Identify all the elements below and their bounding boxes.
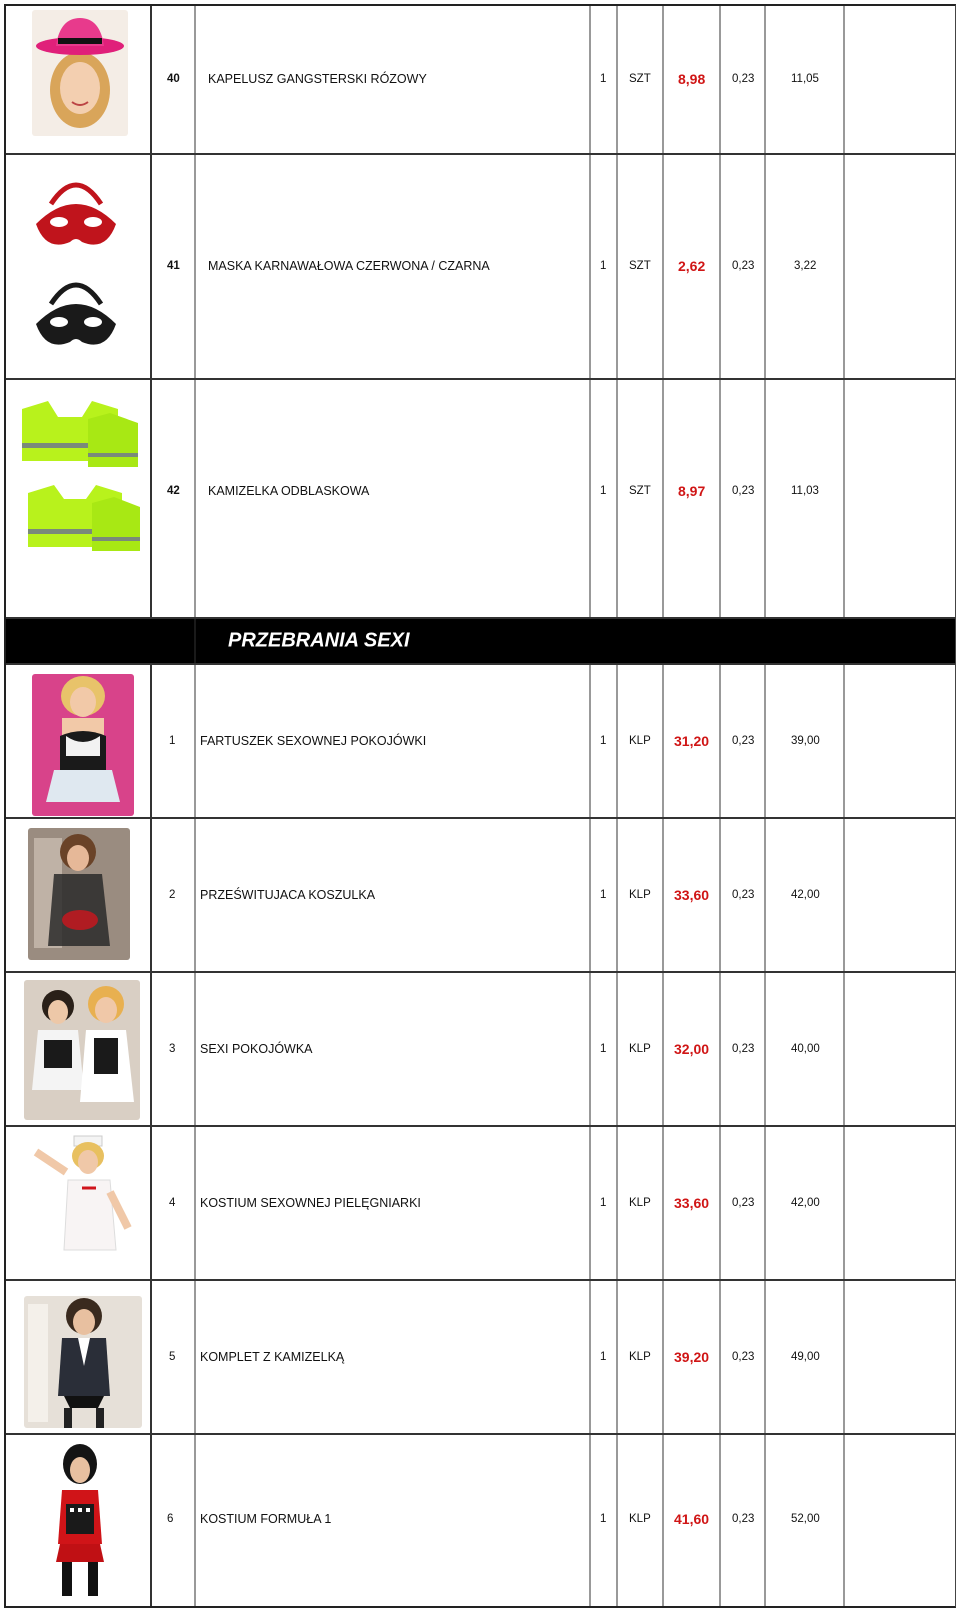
item-name: KOSTIUM FORMUŁA 1 (200, 1512, 332, 1526)
product-image (48, 1442, 112, 1598)
product-image (24, 1296, 142, 1428)
item-quantity: 1 (600, 260, 607, 272)
table-row (4, 1280, 956, 1434)
item-vat-rate: 0,23 (732, 1513, 755, 1525)
item-number: 41 (167, 260, 180, 272)
item-unit: KLP (629, 1351, 651, 1363)
item-number: 3 (169, 1043, 176, 1055)
item-net-price: 39,20 (674, 1349, 710, 1365)
table-row (4, 818, 956, 972)
table-row (4, 379, 956, 618)
item-name: KOSTIUM SEXOWNEJ PIELĘGNIARKI (200, 1196, 421, 1210)
section-header (4, 618, 956, 664)
item-gross-price: 3,22 (794, 260, 817, 272)
item-gross-price: 40,00 (791, 1043, 820, 1055)
item-unit: SZT (629, 485, 651, 497)
item-number: 2 (169, 889, 176, 901)
product-image (26, 1132, 134, 1262)
item-number: 42 (167, 485, 180, 497)
product-image (32, 674, 134, 816)
item-vat-rate: 0,23 (732, 73, 755, 85)
item-name: KAMIZELKA ODBLASKOWA (208, 484, 370, 498)
item-gross-price: 52,00 (791, 1513, 820, 1525)
reflective-vest-illustration (18, 395, 142, 565)
item-unit: KLP (629, 1197, 651, 1209)
item-quantity: 1 (600, 1513, 607, 1525)
item-number: 6 (167, 1513, 174, 1525)
item-name: MASKA KARNAWAŁOWA CZERWONA / CZARNA (208, 259, 490, 273)
item-quantity: 1 (600, 73, 607, 85)
item-unit: KLP (629, 1043, 651, 1055)
item-unit: KLP (629, 889, 651, 901)
item-unit: KLP (629, 735, 651, 747)
item-vat-rate: 0,23 (732, 889, 755, 901)
item-vat-rate: 0,23 (732, 1351, 755, 1363)
table-row (4, 972, 956, 1126)
item-quantity: 1 (600, 485, 607, 497)
item-gross-price: 39,00 (791, 735, 820, 747)
item-unit: SZT (629, 73, 651, 85)
table-row (4, 4, 956, 154)
product-image (28, 828, 130, 960)
item-number: 4 (169, 1197, 176, 1209)
item-name: FARTUSZEK SEXOWNEJ POKOJÓWKI (200, 734, 427, 748)
item-name: KAPELUSZ GANGSTERSKI RÓZOWY (208, 72, 427, 86)
product-image (32, 10, 128, 136)
item-number: 5 (169, 1351, 176, 1363)
sheer-nightie-illustration (28, 828, 130, 960)
item-vat-rate: 0,23 (732, 1043, 755, 1055)
item-number: 1 (169, 735, 176, 747)
product-image (26, 164, 126, 364)
product-image (18, 395, 142, 565)
item-gross-price: 42,00 (791, 1197, 820, 1209)
item-unit: KLP (629, 1513, 651, 1525)
product-image (24, 980, 140, 1120)
item-quantity: 1 (600, 1351, 607, 1363)
price-list-table (4, 4, 956, 1608)
formula-1-costume-illustration (48, 1442, 112, 1598)
item-quantity: 1 (600, 1197, 607, 1209)
table-row (4, 664, 956, 818)
item-net-price: 41,60 (674, 1511, 710, 1527)
nurse-costume-illustration (26, 1132, 134, 1262)
maid-costume-illustration (24, 980, 140, 1120)
item-net-price: 33,60 (674, 1195, 710, 1211)
item-gross-price: 11,03 (791, 485, 819, 497)
item-gross-price: 11,05 (791, 73, 819, 85)
item-net-price: 31,20 (674, 733, 710, 749)
item-vat-rate: 0,23 (732, 485, 755, 497)
item-number: 40 (167, 73, 180, 85)
item-gross-price: 42,00 (791, 889, 820, 901)
item-vat-rate: 0,23 (732, 1197, 755, 1209)
item-net-price: 8,97 (678, 483, 706, 499)
item-name: SEXI POKOJÓWKA (200, 1042, 313, 1056)
item-net-price: 33,60 (674, 887, 710, 903)
table-row (4, 1434, 956, 1608)
carnival-masks-illustration (26, 164, 126, 364)
item-net-price: 32,00 (674, 1041, 710, 1057)
table-row (4, 1126, 956, 1280)
item-net-price: 8,98 (678, 71, 706, 87)
item-vat-rate: 0,23 (732, 735, 755, 747)
maid-apron-illustration (32, 674, 134, 816)
table-row (4, 154, 956, 379)
pink-hat-illustration (32, 10, 128, 136)
item-vat-rate: 0,23 (732, 260, 755, 272)
item-gross-price: 49,00 (791, 1351, 820, 1363)
section-title: PRZEBRANIA SEXI (228, 629, 410, 652)
item-net-price: 2,62 (678, 258, 706, 274)
item-quantity: 1 (600, 889, 607, 901)
item-name: PRZEŚWITUJACA KOSZULKA (200, 888, 376, 902)
item-quantity: 1 (600, 1043, 607, 1055)
vest-set-illustration (24, 1296, 142, 1428)
item-name: KOMPLET Z KAMIZELKĄ (200, 1350, 345, 1364)
item-quantity: 1 (600, 735, 607, 747)
item-unit: SZT (629, 260, 651, 272)
